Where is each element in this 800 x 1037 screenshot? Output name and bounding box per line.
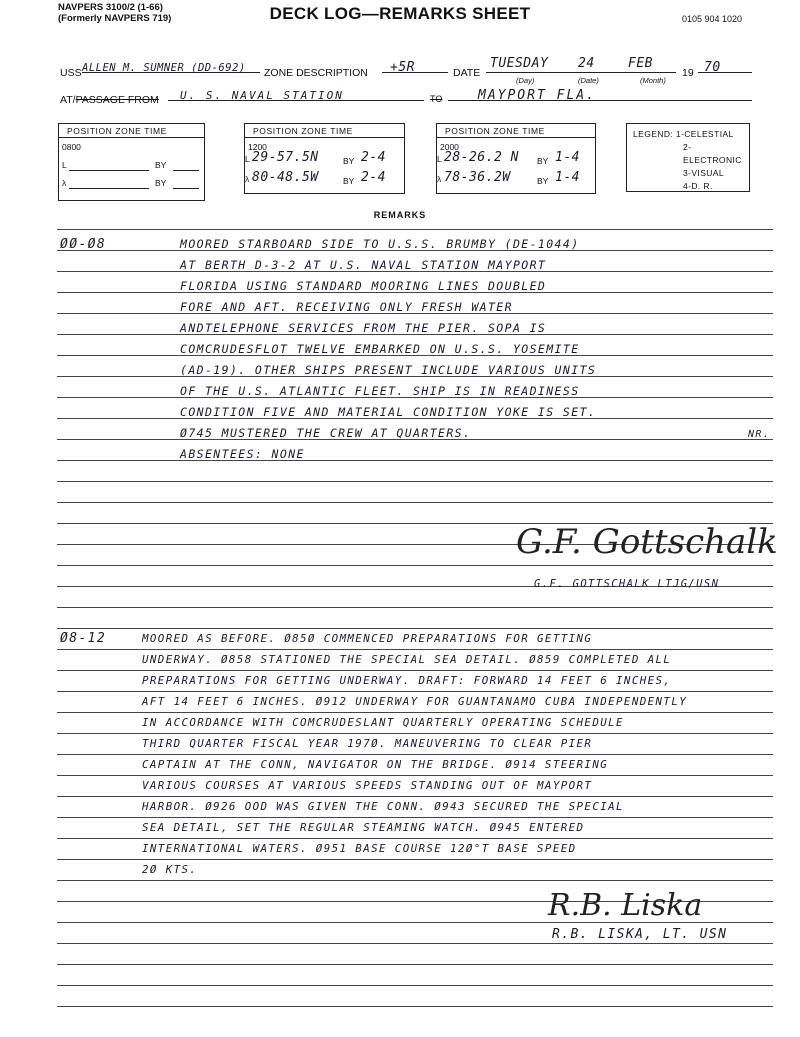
day-caption: (Day) <box>516 76 535 85</box>
remark-line: FLORIDA USING STANDARD MOORING LINES DOUBLED <box>180 279 547 293</box>
by-label: BY <box>537 156 549 166</box>
month-caption: (Month) <box>640 76 666 85</box>
ruled-line <box>57 838 773 839</box>
form-number-line-2: (Formerly NAVPERS 719) <box>58 13 172 24</box>
remark-line: Ø745 MUSTERED THE CREW AT QUARTERS. <box>180 426 472 440</box>
ruled-line <box>57 964 773 965</box>
by-label: BY <box>343 156 355 166</box>
remark-line: MOORED STARBOARD SIDE TO U.S.S. BRUMBY (DE-1044) <box>180 237 580 251</box>
zone-label: ZONE DESCRIPTION <box>264 67 368 79</box>
from-value: U. S. NAVAL STATION <box>180 89 344 102</box>
remark-line: THIRD QUARTER FISCAL YEAR 197Ø. MANEUVERING TO CLEAR PIER <box>142 737 593 750</box>
position-box-2000 <box>436 123 596 194</box>
date-caption: (Date) <box>578 76 599 85</box>
remark-line: 2Ø KTS. <box>142 863 198 876</box>
ruled-line <box>57 502 773 503</box>
ruled-line <box>57 775 773 776</box>
signature-liska: R.B. Liska <box>548 888 703 923</box>
ruled-line <box>57 565 773 566</box>
ruled-line <box>57 481 773 482</box>
entry-period: ØØ-Ø8 <box>60 237 107 252</box>
ruled-line <box>57 691 773 692</box>
remark-line: PREPARATIONS FOR GETTING UNDERWAY. DRAFT: FORWARD 14 FEET 6 INCHES, <box>142 674 672 687</box>
remark-line: IN ACCORDANCE WITH COMCRUDESLANT QUARTERLY OPERATING SCHEDULE <box>142 716 624 729</box>
legend-box <box>626 123 750 192</box>
position-time: 1200 <box>248 142 267 152</box>
year-prefix: 19 <box>682 67 694 79</box>
remark-line: OF THE U.S. ATLANTIC FLEET. SHIP IS IN READINESS <box>180 384 580 398</box>
year-value: 70 <box>704 60 721 75</box>
ruled-line <box>57 607 773 608</box>
page-title: DECK LOG—REMARKS SHEET <box>269 4 531 23</box>
remark-line: INTERNATIONAL WATERS. Ø951 BASE COURSE 12Ø°T BASE SPEED <box>142 842 577 855</box>
by-label: BY <box>155 178 167 188</box>
ship-field <box>82 58 260 73</box>
position-box-header: POSITION ZONE TIME <box>59 124 204 138</box>
lat-value: 28-26.2 N <box>444 150 519 165</box>
lon-value: 80-48.5W <box>252 170 319 185</box>
remark-line: FORE AND AFT. RECEIVING ONLY FRESH WATER <box>180 300 513 314</box>
remark-line: HARBOR. Ø926 OOD WAS GIVEN THE CONN. Ø943 SECURED THE SPECIAL <box>142 800 624 813</box>
remark-line: ABSENTEES: NONE <box>180 447 305 461</box>
at-passage-label <box>60 94 159 106</box>
remark-line: SEA DETAIL, SET THE REGULAR STEAMING WATCH. Ø945 ENTERED <box>142 821 585 834</box>
date-field <box>486 58 676 73</box>
by-label: BY <box>155 160 167 170</box>
ruled-line <box>57 460 773 461</box>
position-time: 2000 <box>440 142 459 152</box>
ruled-line <box>57 817 773 818</box>
passage-from-label: PASSAGE FROM <box>75 94 159 106</box>
ruled-line <box>57 628 773 629</box>
legend-title: LEGEND: <box>633 129 674 139</box>
remark-line: VARIOUS COURSES AT VARIOUS SPEEDS STANDING OUT OF MAYPORT <box>142 779 593 792</box>
position-box-header: POSITION ZONE TIME <box>245 124 404 138</box>
ruled-line <box>57 733 773 734</box>
signer-name: R.B. LISKA, LT. USN <box>552 927 728 942</box>
to-label: TO <box>430 94 443 104</box>
position-time: 0800 <box>62 142 81 152</box>
signer-name: G.F. GOTTSCHALK LTJG/USN <box>534 578 720 590</box>
to-value: MAYPORT FLA. <box>478 88 596 103</box>
uss-label: USS <box>60 67 82 79</box>
date-label: DATE <box>453 67 481 79</box>
from-field <box>168 86 424 101</box>
legend-item: 1-CELESTIAL <box>675 129 734 139</box>
by-line <box>173 170 199 171</box>
signature-gottschalk: G.F. Gottschalk <box>516 522 778 562</box>
ruled-line <box>57 985 773 986</box>
lat-value: 29-57.5N <box>252 150 319 165</box>
zone-value: +5R <box>390 60 415 75</box>
legend-item: 3-VISUAL <box>683 168 724 178</box>
ruled-line <box>57 649 773 650</box>
ruled-line <box>57 796 773 797</box>
lat-by-value: 1-4 <box>555 150 580 165</box>
stock-number: 0105 904 1020 <box>682 14 743 24</box>
remark-line: AT BERTH D-3-2 AT U.S. NAVAL STATION MAYPORT <box>180 258 547 272</box>
remark-line: CAPTAIN AT THE CONN, NAVIGATOR ON THE BRIDGE. Ø914 STEERING <box>142 758 609 771</box>
ship-name: ALLEN M. SUMNER (DD-692) <box>82 62 246 74</box>
year-field <box>698 58 752 73</box>
lon-by-value: 1-4 <box>555 170 580 185</box>
ruled-line <box>57 880 773 881</box>
ruled-line <box>57 754 773 755</box>
position-box-0800 <box>58 123 205 201</box>
day-value: TUESDAY <box>490 56 549 71</box>
remark-line: MOORED AS BEFORE. Ø85Ø COMMENCED PREPARATIONS FOR GETTING <box>142 632 593 645</box>
legend-line-1 <box>633 128 749 141</box>
margin-note: NR. <box>748 429 771 440</box>
remark-line: AFT 14 FEET 6 INCHES. Ø912 UNDERWAY FOR GUANTANAMO CUBA INDEPENDENTLY <box>142 695 688 708</box>
lon-label: λ <box>437 174 442 184</box>
form-number-line-1: NAVPERS 3100/2 (1-66) <box>58 2 163 13</box>
ruled-line <box>57 712 773 713</box>
date-value: 24 <box>578 56 595 71</box>
entry-period: Ø8-12 <box>60 631 107 646</box>
lat-by-value: 2-4 <box>361 150 386 165</box>
lon-value: 78-36.2W <box>444 170 511 185</box>
lon-label: λ <box>245 174 250 184</box>
lon-label: λ <box>62 178 67 188</box>
remark-line: ANDTELEPHONE SERVICES FROM THE PIER. SOPA IS <box>180 321 547 335</box>
lat-label: L <box>62 160 67 170</box>
lat-line <box>69 170 149 171</box>
remark-line: COMCRUDESFLOT TWELVE EMBARKED ON U.S.S. YOSEMITE <box>180 342 580 356</box>
position-box-1200 <box>244 123 405 194</box>
remark-line: UNDERWAY. Ø858 STATIONED THE SPECIAL SEA DETAIL. Ø859 COMPLETED ALL <box>142 653 672 666</box>
ruled-line <box>57 859 773 860</box>
ruled-line <box>57 670 773 671</box>
by-line <box>173 188 199 189</box>
to-field <box>448 86 752 101</box>
ruled-line <box>57 1006 773 1007</box>
month-value: FEB <box>628 56 653 71</box>
lat-label: L <box>245 154 250 164</box>
remark-line: (AD-19). OTHER SHIPS PRESENT INCLUDE VARIOUS UNITS <box>180 363 597 377</box>
by-label: BY <box>343 176 355 186</box>
at-label: AT/ <box>60 94 76 106</box>
by-label: BY <box>537 176 549 186</box>
legend-item: 4-D. R. <box>683 181 713 191</box>
remark-line: CONDITION FIVE AND MATERIAL CONDITION YOKE IS SET. <box>180 405 597 419</box>
zone-field <box>382 58 448 73</box>
lon-line <box>69 188 149 189</box>
ruled-line <box>57 229 773 230</box>
ruled-line <box>57 943 773 944</box>
position-box-header: POSITION ZONE TIME <box>437 124 595 138</box>
remarks-heading: REMARKS <box>373 210 427 220</box>
lon-by-value: 2-4 <box>361 170 386 185</box>
lat-label: L <box>437 154 442 164</box>
legend-item: 2-ELECTRONIC <box>683 142 742 165</box>
